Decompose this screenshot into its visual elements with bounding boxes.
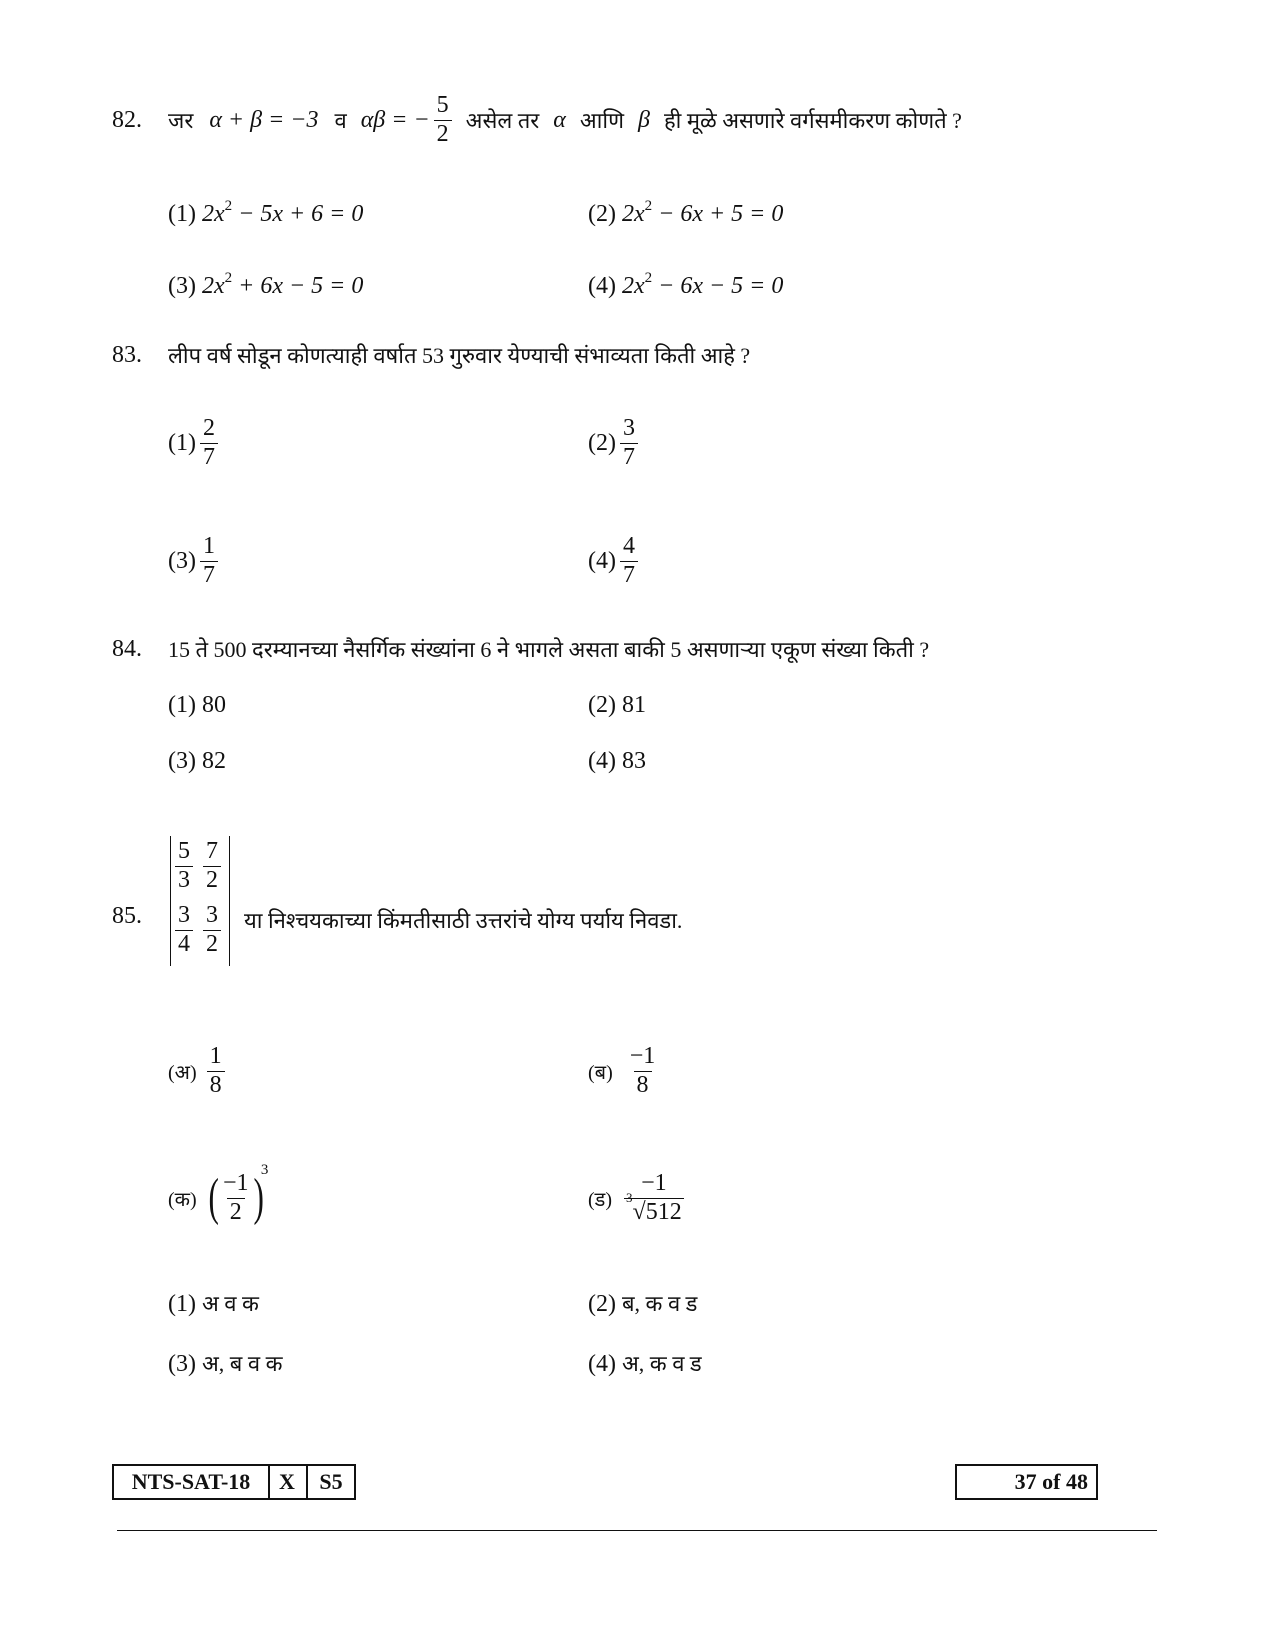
footer-code: NTS-SAT-18 (112, 1464, 270, 1500)
fraction: $\frac{-1}{8}$ (629, 1043, 656, 1098)
equation: α + β = −3 (209, 106, 319, 133)
question-text: जर (168, 108, 194, 134)
fraction: $\frac{1}{8}$ (207, 1043, 225, 1099)
beta-symbol: β (638, 106, 650, 133)
fraction: $\frac{4}{7}$ (620, 533, 638, 589)
question-number: 85. (112, 903, 142, 929)
option[interactable]: (2) $2x^2 - 6x + 5 = 0$ (588, 198, 784, 227)
question-83 (112, 340, 750, 370)
question-number: 84. (112, 635, 142, 662)
fraction: $\frac{2}{7}$ (200, 415, 218, 471)
page-number: 37 of 48 (955, 1464, 1098, 1500)
footer-class: X (268, 1464, 308, 1500)
fraction: $\frac{5}{2}$ (434, 92, 452, 148)
determinant (170, 836, 230, 966)
option[interactable]: (1) अ व क (168, 1291, 259, 1317)
question-text: ही मूळे असणारे वर्गसमीकरण कोणते ? (663, 108, 962, 134)
footer-divider (117, 1530, 1157, 1531)
choice: (ड) −1 $^3$√512 (588, 1170, 682, 1225)
matrix-entry: $\frac{5}{3}$ (175, 838, 193, 894)
fraction: $\frac{-1}{2}$ (223, 1170, 249, 1225)
option[interactable]: (3) अ, ब व क (168, 1351, 283, 1377)
option[interactable]: (3) $\frac{1}{7}$ (168, 533, 222, 589)
matrix-entry: $\frac{7}{2}$ (203, 838, 221, 894)
option[interactable]: (4) 83 (588, 748, 646, 774)
option[interactable]: (3) 82 (168, 748, 226, 774)
question-text: आणि (579, 108, 624, 134)
question-text: 15 ते 500 दरम्यानच्या नैसर्गिक संख्यांना 6 ने भागले असता बाकी 5 असणाऱ्या एकूण संख्या किती ? (168, 637, 930, 662)
matrix-entry: $\frac{3}{4}$ (175, 902, 193, 958)
option[interactable]: (1) $2x^2 - 5x + 6 = 0$ (168, 198, 364, 227)
option[interactable]: (4) $2x^2 - 6x - 5 = 0$ (588, 270, 784, 299)
right-paren: ) (253, 1169, 264, 1227)
option[interactable]: (4) अ, क व ड (588, 1351, 702, 1377)
question-number: 82. (112, 106, 142, 133)
radical-icon: √ (632, 1198, 646, 1225)
choice: (क) ( $\frac{-1}{2}$ ) 3 (168, 1161, 269, 1227)
option[interactable]: (2) 81 (588, 692, 646, 718)
question-text: व (334, 108, 347, 134)
exponent: 3 (260, 1161, 269, 1178)
matrix-entry: $\frac{3}{2}$ (203, 902, 221, 958)
alpha-symbol: α (553, 106, 566, 133)
option[interactable]: (1) $\frac{2}{7}$ (168, 415, 222, 471)
question-84 (112, 634, 929, 664)
question-text: लीप वर्ष सोडून कोणत्याही वर्षात 53 गुरुवार येण्याची संभाव्यता किती आहे ? (168, 343, 751, 368)
question-82 (112, 92, 962, 148)
root-index: 3 (626, 1189, 633, 1205)
option[interactable]: (2) ब, क व ड (588, 1291, 698, 1317)
choice: (ब) $\frac{-1}{8}$ (588, 1043, 662, 1099)
footer-set: S5 (306, 1464, 356, 1500)
question-number: 83. (112, 341, 142, 368)
equation: αβ = − (360, 106, 430, 133)
option[interactable]: (1) 80 (168, 692, 226, 718)
question-text: असेल तर (465, 108, 540, 134)
fraction: $\frac{3}{7}$ (620, 415, 638, 471)
fraction: −1 $^3$√512 (626, 1170, 682, 1225)
option[interactable]: (3) $2x^2 + 6x - 5 = 0$ (168, 270, 364, 299)
question-text: या निश्चयकाच्या किंमतीसाठी उत्तरांचे योग्य पर्याय निवडा. (244, 908, 683, 933)
option[interactable]: (4) $\frac{4}{7}$ (588, 533, 642, 589)
choice: (अ) $\frac{1}{8}$ (168, 1043, 229, 1099)
fraction: $\frac{1}{7}$ (200, 533, 218, 589)
left-paren: ( (208, 1169, 219, 1227)
option[interactable]: (2) $\frac{3}{7}$ (588, 415, 642, 471)
